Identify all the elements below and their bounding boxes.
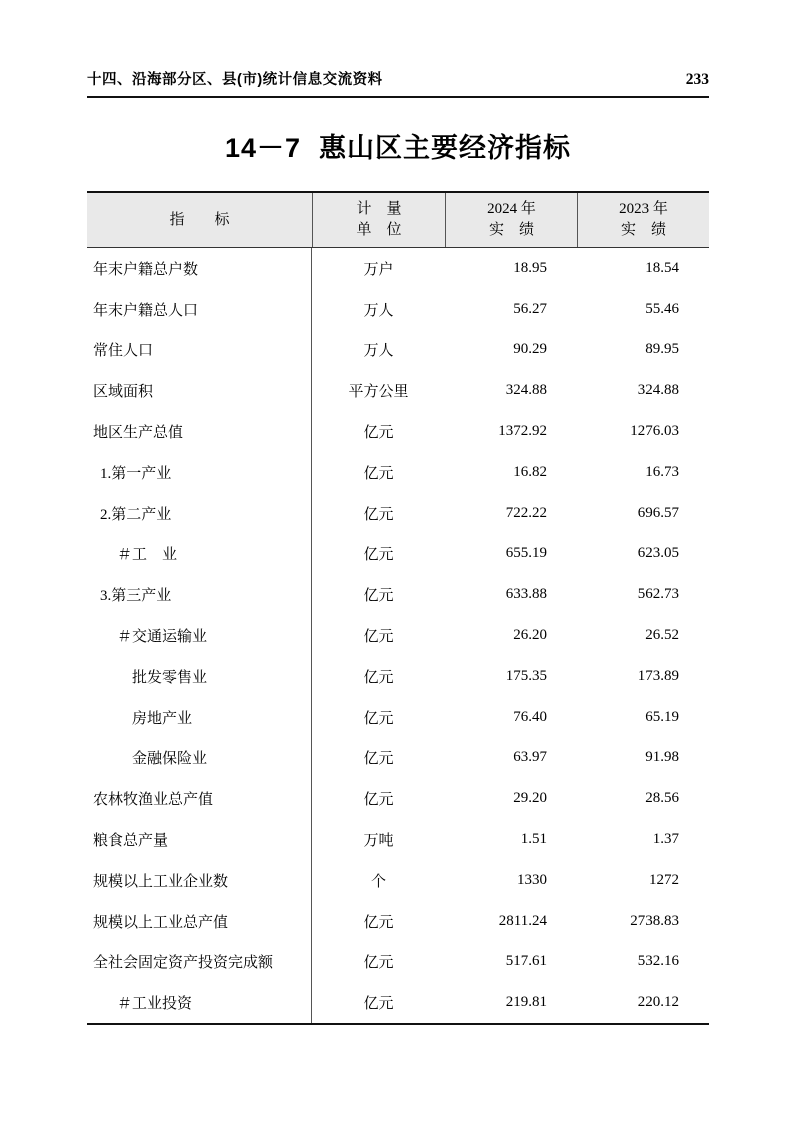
header-2023	[577, 193, 709, 247]
value-2024-cell: 90.29	[513, 341, 547, 358]
indicator-cell	[87, 860, 312, 901]
header-indicator	[87, 193, 312, 247]
table-row	[87, 942, 709, 983]
indicator-cell	[87, 574, 312, 615]
value-2023-cell: 696.57	[637, 504, 679, 521]
table-row	[87, 901, 709, 942]
value-2024-cell: 16.82	[513, 463, 547, 480]
header-2024-line2: 实 绩	[488, 222, 534, 238]
unit-cell: 亿元	[363, 629, 394, 646]
value-2023-cell: 2738.83	[630, 912, 679, 929]
indicator-cell	[87, 738, 312, 779]
value-2023-cell: 562.73	[637, 586, 679, 603]
header-unit-line1: 计 量	[356, 201, 402, 217]
table-header-row	[87, 193, 709, 248]
indicator-label: 批发零售业	[132, 669, 208, 686]
header-2023-line2: 实 绩	[620, 222, 666, 238]
indicator-label: 房地产业	[132, 710, 193, 727]
page-number: 233	[685, 71, 709, 88]
table-row	[87, 819, 709, 860]
table-row	[87, 615, 709, 656]
unit-cell: 亿元	[363, 506, 394, 523]
value-2024-cell: 18.95	[513, 259, 547, 276]
indicator-label: 年末户籍总人口	[93, 302, 199, 319]
indicator-cell	[87, 778, 312, 819]
value-2023-cell: 532.16	[637, 953, 679, 970]
table-row	[87, 411, 709, 452]
value-2024-cell: 26.20	[513, 627, 547, 644]
unit-cell: 亿元	[363, 792, 394, 809]
indicator-cell	[87, 370, 312, 411]
table-row	[87, 248, 709, 289]
indicator-label: ＃交通运输业	[117, 629, 208, 646]
table-body	[87, 248, 709, 1023]
unit-cell: 平方公里	[348, 384, 409, 401]
unit-cell: 亿元	[363, 996, 394, 1013]
value-2024-cell: 175.35	[505, 667, 547, 684]
indicator-label: ＃工 业	[117, 547, 178, 564]
table-row	[87, 982, 709, 1023]
table-number: 14－7	[224, 133, 302, 163]
unit-cell: 亿元	[363, 465, 394, 482]
value-2024-cell: 29.20	[513, 790, 547, 807]
statistics-table	[87, 191, 709, 1025]
value-2023-cell: 324.88	[637, 382, 679, 399]
value-2023-cell: 623.05	[637, 545, 679, 562]
value-2023-cell: 91.98	[645, 749, 679, 766]
header-2024-line1: 2024 年	[487, 201, 536, 217]
value-2023-cell: 16.73	[645, 463, 679, 480]
page-title	[87, 126, 709, 165]
indicator-cell	[87, 982, 312, 1023]
unit-cell: 亿元	[363, 751, 394, 768]
table-row	[87, 574, 709, 615]
value-2023-cell: 1272	[649, 871, 679, 888]
table-row	[87, 452, 709, 493]
indicator-cell	[87, 411, 312, 452]
unit-cell: 亿元	[363, 425, 394, 442]
indicator-label: 规模以上工业企业数	[93, 873, 229, 890]
unit-cell: 亿元	[363, 710, 394, 727]
indicator-cell	[87, 289, 312, 330]
value-2023-cell: 1.37	[652, 831, 679, 848]
indicator-label: 区域面积	[93, 384, 154, 401]
indicator-label: 3.第三产业	[100, 588, 172, 605]
value-2024-cell: 2811.24	[498, 912, 547, 929]
value-2023-cell: 173.89	[637, 667, 679, 684]
table-row	[87, 738, 709, 779]
unit-cell: 万吨	[363, 833, 394, 850]
running-header-text: 十四、沿海部分区、县(市)统计信息交流资料	[87, 72, 383, 88]
indicator-label: 2.第二产业	[100, 506, 172, 523]
table-row	[87, 370, 709, 411]
unit-cell: 万人	[363, 343, 394, 360]
unit-cell: 个	[370, 873, 386, 890]
indicator-label: 常住人口	[93, 343, 154, 360]
value-2023-cell: 28.56	[645, 790, 679, 807]
table-row	[87, 534, 709, 575]
value-2023-cell: 220.12	[637, 994, 679, 1011]
value-2024-cell: 219.81	[505, 994, 547, 1011]
value-2024-cell: 56.27	[513, 300, 547, 317]
indicator-cell	[87, 452, 312, 493]
indicator-cell	[87, 330, 312, 371]
header-rule	[87, 96, 709, 98]
value-2023-cell: 26.52	[645, 627, 679, 644]
value-2024-cell: 1.51	[520, 831, 547, 848]
indicator-cell	[87, 615, 312, 656]
table-row	[87, 289, 709, 330]
indicator-cell	[87, 697, 312, 738]
indicator-cell	[87, 901, 312, 942]
unit-cell: 亿元	[363, 955, 394, 972]
table-row	[87, 778, 709, 819]
unit-cell: 万人	[363, 302, 394, 319]
indicator-cell	[87, 493, 312, 534]
indicator-cell	[87, 534, 312, 575]
value-2024-cell: 1330	[517, 871, 547, 888]
value-2024-cell: 324.88	[505, 382, 547, 399]
header-unit-line2: 单 位	[356, 222, 402, 238]
indicator-label: 年末户籍总户数	[93, 261, 199, 278]
header-indicator-label: 指 标	[169, 211, 230, 228]
value-2023-cell: 89.95	[645, 341, 679, 358]
value-2024-cell: 1372.92	[498, 423, 547, 440]
value-2023-cell: 1276.03	[630, 423, 679, 440]
indicator-cell	[87, 942, 312, 983]
unit-cell: 亿元	[363, 547, 394, 564]
header-2023-line1: 2023 年	[619, 201, 668, 217]
table-title-text: 惠山区主要经济指标	[319, 133, 572, 163]
table-row	[87, 493, 709, 534]
unit-cell: 亿元	[363, 588, 394, 605]
value-2024-cell: 76.40	[513, 708, 547, 725]
running-header	[87, 68, 709, 89]
indicator-label: 地区生产总值	[93, 425, 184, 442]
unit-cell: 亿元	[363, 914, 394, 931]
indicator-label: 1.第一产业	[100, 465, 172, 482]
value-2024-cell: 633.88	[505, 586, 547, 603]
header-2024	[445, 193, 577, 247]
value-2023-cell: 65.19	[645, 708, 679, 725]
value-2024-cell: 63.97	[513, 749, 547, 766]
table-row	[87, 330, 709, 371]
indicator-label: ＃工业投资	[117, 996, 193, 1013]
value-2023-cell: 55.46	[645, 300, 679, 317]
indicator-label: 全社会固定资产投资完成额	[93, 955, 274, 972]
header-unit	[312, 193, 445, 247]
unit-cell: 万户	[363, 261, 394, 278]
table-row	[87, 697, 709, 738]
indicator-label: 农林牧渔业总产值	[93, 792, 214, 809]
indicator-cell	[87, 656, 312, 697]
indicator-label: 规模以上工业总产值	[93, 914, 229, 931]
value-2024-cell: 517.61	[505, 953, 547, 970]
indicator-cell	[87, 248, 312, 289]
unit-cell: 亿元	[363, 669, 394, 686]
table-row	[87, 860, 709, 901]
table-row	[87, 656, 709, 697]
indicator-label: 粮食总产量	[93, 833, 169, 850]
indicator-label: 金融保险业	[132, 751, 208, 768]
value-2024-cell: 655.19	[505, 545, 547, 562]
value-2023-cell: 18.54	[645, 259, 679, 276]
indicator-cell	[87, 819, 312, 860]
value-2024-cell: 722.22	[505, 504, 547, 521]
